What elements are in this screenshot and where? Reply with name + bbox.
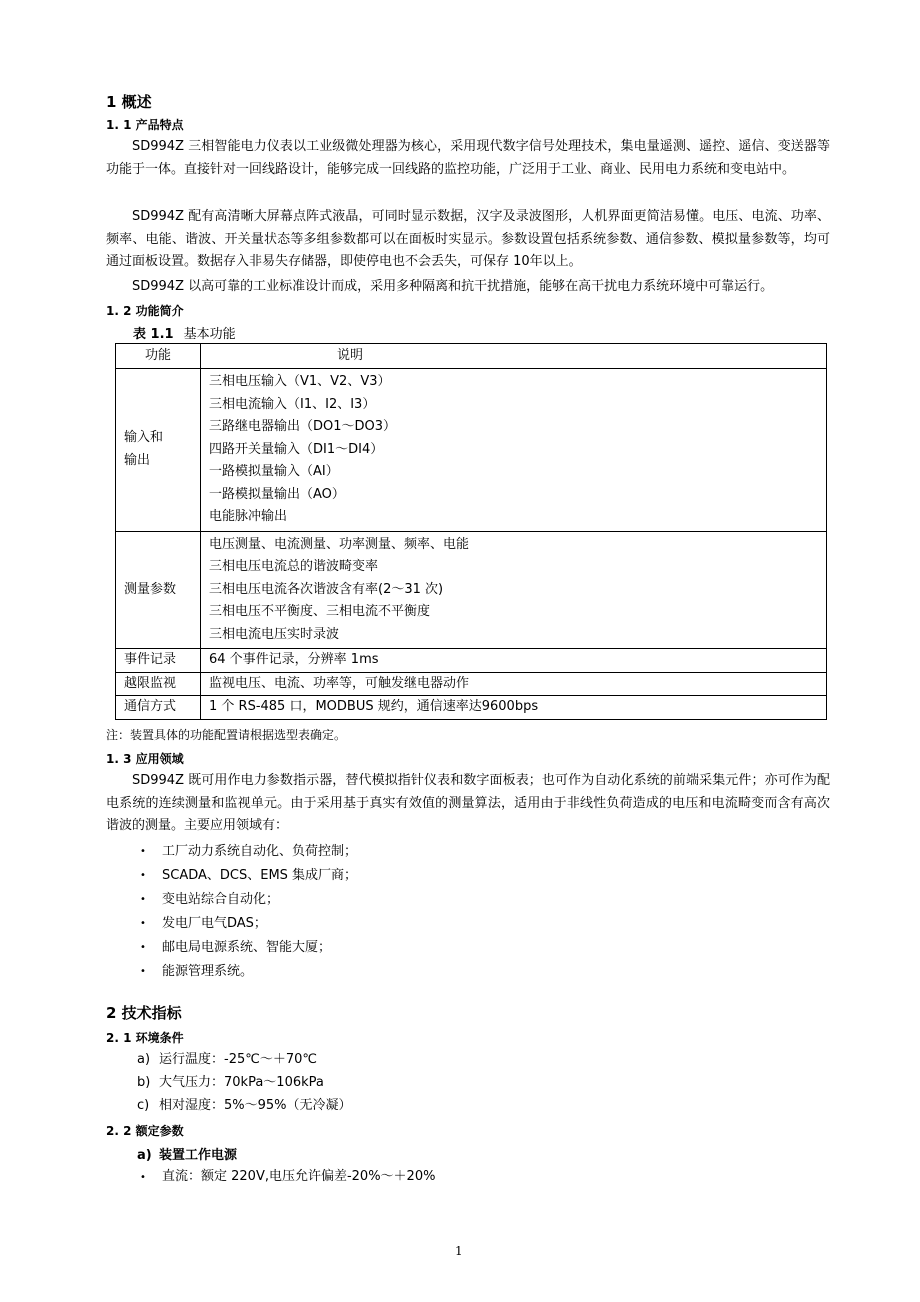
row-description-events: 64 个事件记录，分辨率 1ms [201, 649, 827, 673]
paragraph-2: SD994Z 配有高清晰大屏幕点阵式液晶，可同时显示数据，汉字及录波图形，人机界面更简洁易懂。电压、电流、功率、频率、电能、谐波、开关量状态等多组参数都可以在面板时实显示。参数设置包括系统参数、通信参数、模拟量参数等，均可通过面板设置。数据存入非易失存储器，即使停电也不会丢失，可保存 10年以上。 [106, 209, 830, 269]
list-item: b) 大气压力：70kPa～106kPa [137, 1075, 324, 1090]
paragraph-3: SD994Z 以高可靠的工业标准设计而成，采用多种隔离和抗干扰措施，能够在高干扰电力系统环境中可靠运行。 [132, 279, 774, 294]
io-item: 电能脉冲输出 [209, 509, 288, 524]
list-item: c) 相对湿度：5%～95%（无冷凝） [137, 1098, 352, 1113]
measure-item: 电压测量、电流测量、功率测量、频率、电能 [209, 536, 470, 552]
row-description-comm: 1 个 RS-485 口，MODBUS 规约，通信速率达9600bps [201, 696, 827, 720]
table-row [116, 531, 827, 649]
section-1-2-title: 1. 2 功能简介 [106, 304, 184, 318]
list-item: • 发电厂电气DAS； [140, 912, 357, 936]
section-1-1-title: 1. 1 产品特点 [106, 118, 184, 132]
row-function-measure: 测量参数 [116, 531, 201, 649]
measure-item: 三相电流电压实时录波 [209, 626, 340, 642]
bullet-icon: • [140, 942, 146, 953]
table-header-row [116, 344, 827, 369]
bullet-icon: • [140, 966, 146, 977]
io-item: 一路模拟量输入（AI） [209, 464, 339, 479]
bullet-icon: • [140, 1172, 146, 1183]
header-function: 功能 [116, 344, 201, 369]
row-function-comm: 通信方式 [116, 696, 201, 720]
list-item: • 工厂动力系统自动化、负荷控制； [140, 840, 357, 864]
bullet-icon: • [140, 894, 146, 905]
function-table [115, 343, 827, 720]
bullet-icon: • [140, 918, 146, 929]
header-description: 说明 [201, 344, 827, 369]
row-description-measure [201, 531, 827, 649]
row-function-events: 事件记录 [116, 649, 201, 673]
section-1-title: 1 概述 [106, 93, 152, 111]
bullet-icon: • [140, 846, 146, 857]
row-function-io: 输入和 输出 [116, 369, 201, 532]
io-item: 一路模拟量输出（AO） [209, 486, 345, 502]
io-item: 三相电流输入（I1、I2、I3） [209, 396, 376, 412]
measure-item: 三相电压不平衡度、三相电流不平衡度 [209, 604, 431, 619]
paragraph-1: SD994Z 三相智能电力仪表以工业级微处理器为核心，采用现代数字信号处理技术，集电量遥测、遥控、遥信、变送器等功能于一体。直接针对一回线路设计，能够完成一回线路的监控功能，广泛用于工业、商业、民用电力系统和变电站中。 [106, 139, 830, 177]
list-item: • 邮电局电源系统、智能大厦； [140, 936, 357, 960]
table-row [116, 369, 827, 532]
page-number: 1 [455, 1244, 463, 1258]
dc-item: • 直流：额定 220V,电压允许偏差-20%～＋20% [140, 1166, 435, 1189]
section-2-title: 2 技术指标 [106, 1004, 182, 1022]
row-description-io [201, 369, 827, 532]
applications-list [140, 840, 357, 984]
list-item: • SCADA、DCS、EMS 集成厂商； [140, 864, 357, 888]
measure-item: 三相电压电流总的谐波畸变率 [209, 559, 379, 574]
table-row [116, 672, 827, 696]
table-caption [133, 323, 236, 342]
table-caption-text: 基本功能 [183, 327, 236, 342]
io-item: 三路继电器输出（DO1～DO3） [209, 419, 397, 434]
list-item: • 能源管理系统。 [140, 960, 357, 984]
environment-list [137, 1048, 352, 1117]
list-item: a) 运行温度：-25℃～＋70℃ [137, 1052, 317, 1067]
list-item: • 变电站综合自动化； [140, 888, 357, 912]
table-row [116, 696, 827, 720]
io-item: 三相电压输入（V1、V2、V3） [209, 374, 391, 389]
measure-item: 三相电压电流各次谐波含有率(2～31 次) [209, 581, 444, 597]
table-note: 注：装置具体的功能配置请根据选型表确定。 [106, 728, 347, 742]
row-function-limit: 越限监视 [116, 672, 201, 696]
paragraph-applications: SD994Z 既可用作电力参数指示器，替代模拟指针仪表和数字面板表；也可作为自动化系统的前端采集元件；亦可作为配电系统的连续测量和监视单元。由于采用基于真实有效值的测量算法，适用由于非线性负荷造成的电压和电流畸变而含有高次谐波的测量。主要应用领域有： [106, 773, 830, 833]
power-supply-heading: a) 装置工作电源 [137, 1148, 238, 1163]
section-2-2-title: 2. 2 额定参数 [106, 1124, 184, 1138]
table-row [116, 649, 827, 673]
section-1-3-title: 1. 3 应用领域 [106, 752, 184, 766]
io-item: 四路开关量输入（DI1～DI4） [209, 441, 384, 457]
bullet-icon: • [140, 870, 146, 881]
section-2-1-title: 2. 1 环境条件 [106, 1031, 184, 1045]
table-caption-number: 表 1.1 [133, 327, 174, 342]
row-description-limit: 监视电压、电流、功率等，可触发继电器动作 [201, 672, 827, 696]
